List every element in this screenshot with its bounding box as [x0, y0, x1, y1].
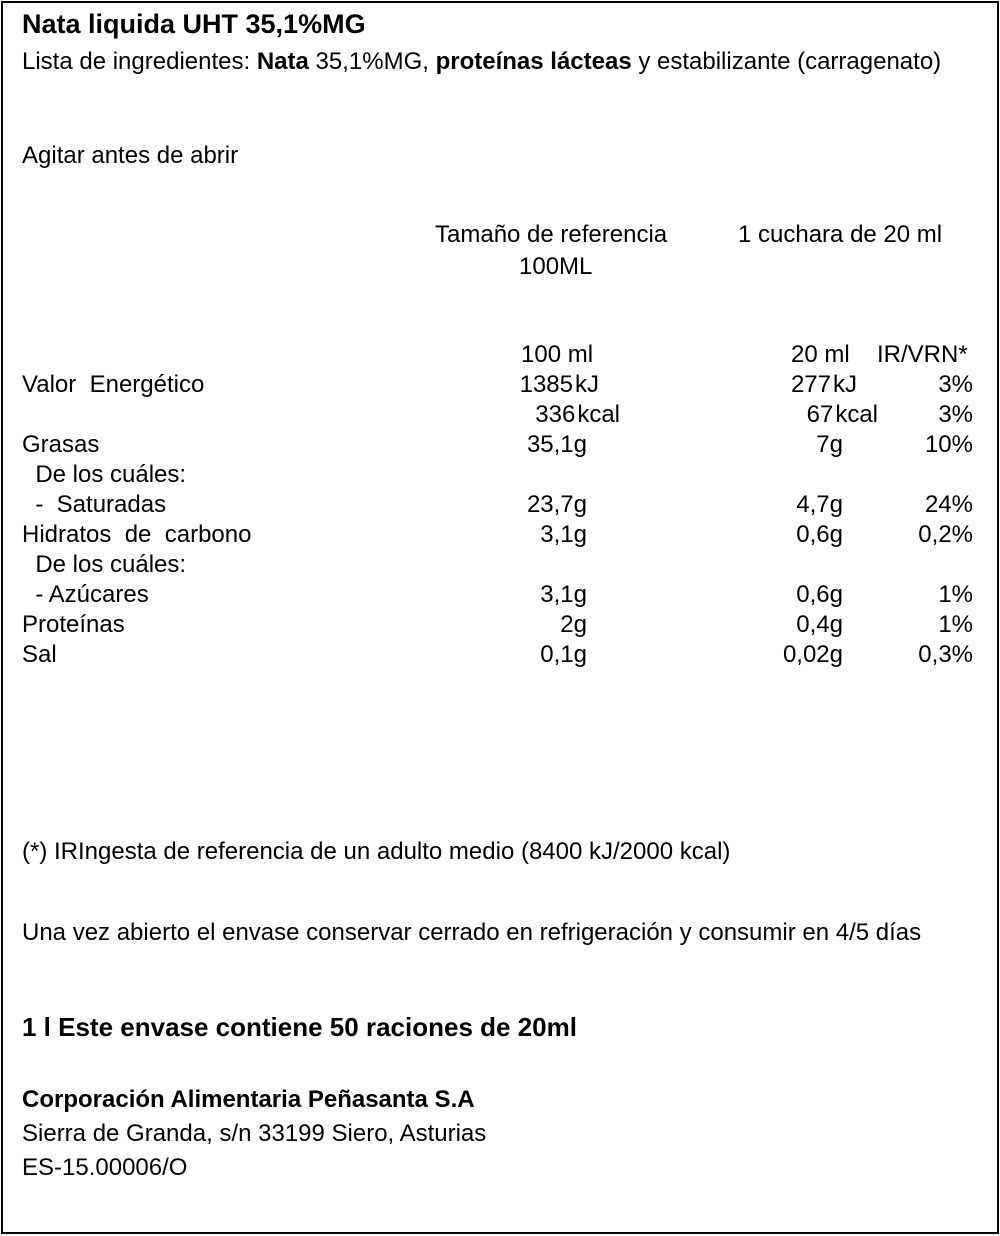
value-100ml	[540, 580, 589, 610]
value-20ml	[791, 370, 857, 400]
value-20ml	[843, 460, 845, 490]
company-address: Sierra de Granda, s/n 33199 Siero, Asturias	[22, 1120, 487, 1147]
value-100ml	[527, 490, 589, 520]
value-100ml-number: 3,1g	[540, 521, 587, 548]
nutrient-label: Sal	[22, 641, 57, 668]
value-20ml	[843, 550, 845, 580]
value-20ml-number: 0,02g	[782, 641, 843, 668]
value-100ml	[535, 400, 620, 430]
value-20ml-number: 0,6g	[796, 521, 843, 548]
column-header-100ml: 100 ml	[521, 341, 594, 368]
value-100ml	[527, 430, 589, 460]
value-20ml	[807, 400, 878, 430]
value-100ml-number: 35,1g	[526, 431, 587, 458]
product-title: Nata liquida UHT 35,1%MG	[22, 9, 366, 39]
reference-size-value: 100ML	[519, 253, 593, 280]
nutrient-label: Hidratos de carbono	[22, 521, 252, 548]
nutrient-label: Proteínas	[22, 611, 125, 638]
column-header-20ml: 20 ml	[791, 341, 850, 368]
value-100ml	[560, 610, 589, 640]
company-name: Corporación Alimentaria Peñasanta S.A	[22, 1086, 475, 1113]
nutrient-label: De los cuáles:	[22, 551, 187, 578]
value-20ml	[796, 520, 845, 550]
value-ir-percent: 0,2%	[918, 521, 973, 548]
nutrient-label: Valor Energético	[22, 371, 205, 398]
reference-intake-footnote: (*) IRIngesta de referencia de un adulto medio (8400 kJ/2000 kcal)	[22, 838, 731, 865]
value-20ml-number: 4,7g	[796, 491, 843, 518]
value-20ml-number: 277	[790, 371, 831, 398]
value-20ml-number: 0,6g	[796, 581, 843, 608]
shake-instruction: Agitar antes de abrir	[22, 142, 239, 169]
value-20ml	[783, 640, 845, 670]
value-100ml	[587, 460, 589, 490]
value-20ml	[796, 490, 845, 520]
value-20ml	[796, 610, 845, 640]
package-contents: 1 l Este envase contiene 50 raciones de 20ml	[22, 1012, 577, 1042]
value-20ml-number: 7g	[816, 431, 843, 458]
value-ir-percent: 1%	[938, 581, 973, 608]
ingredients-prefix: Lista de ingredientes:	[22, 48, 257, 75]
value-ir-percent: 3%	[938, 371, 973, 398]
ingredient-cream-rest: 35,1%MG,	[308, 48, 436, 75]
value-ir-percent: 3%	[938, 401, 973, 428]
value-ir-percent: 0,3%	[918, 641, 973, 668]
portion-label: 1 cuchara de 20 ml	[738, 221, 943, 248]
value-100ml-number: 23,7g	[526, 491, 587, 518]
value-100ml-unit: kJ	[575, 371, 599, 398]
value-20ml-unit: kJ	[833, 371, 857, 398]
nutrient-label: - Azúcares	[22, 581, 149, 608]
reference-size-label: Tamaño de referencia	[435, 221, 668, 248]
value-100ml	[540, 640, 589, 670]
value-ir-percent: 10%	[924, 431, 973, 458]
ingredient-milk-proteins: proteínas lácteas	[435, 48, 632, 75]
value-20ml	[816, 430, 845, 460]
ingredient-cream: Nata	[256, 48, 309, 75]
value-100ml-number: 336	[535, 401, 576, 428]
value-100ml	[540, 520, 589, 550]
column-header-ir: IR/VRN*	[877, 341, 968, 368]
value-20ml-number: 0,4g	[796, 611, 843, 638]
value-100ml-number: 1385	[519, 371, 573, 398]
value-100ml	[520, 370, 599, 400]
nutrient-label: De los cuáles:	[22, 461, 187, 488]
value-20ml-unit: kcal	[835, 401, 878, 428]
nutrient-label: Grasas	[22, 431, 100, 458]
value-ir-percent: 1%	[938, 611, 973, 638]
ingredient-stabilizer: y estabilizante (carragenato)	[631, 48, 942, 75]
storage-instructions: Una vez abierto el envase conservar cerrado en refrigeración y consumir en 4/5 días	[22, 919, 922, 946]
health-mark-code: ES-15.00006/O	[22, 1154, 188, 1181]
value-20ml-number: 67	[806, 401, 834, 428]
nutrient-label: - Saturadas	[22, 491, 167, 518]
value-100ml-number: 3,1g	[540, 581, 587, 608]
value-20ml	[796, 580, 845, 610]
value-100ml-number: 0,1g	[540, 641, 587, 668]
value-100ml	[587, 550, 589, 580]
value-ir-percent: 24%	[924, 491, 973, 518]
ingredients-list	[22, 47, 962, 77]
nutrition-label	[1, 1, 999, 1234]
value-100ml-unit: kcal	[577, 401, 620, 428]
value-100ml-number: 2g	[560, 611, 587, 638]
